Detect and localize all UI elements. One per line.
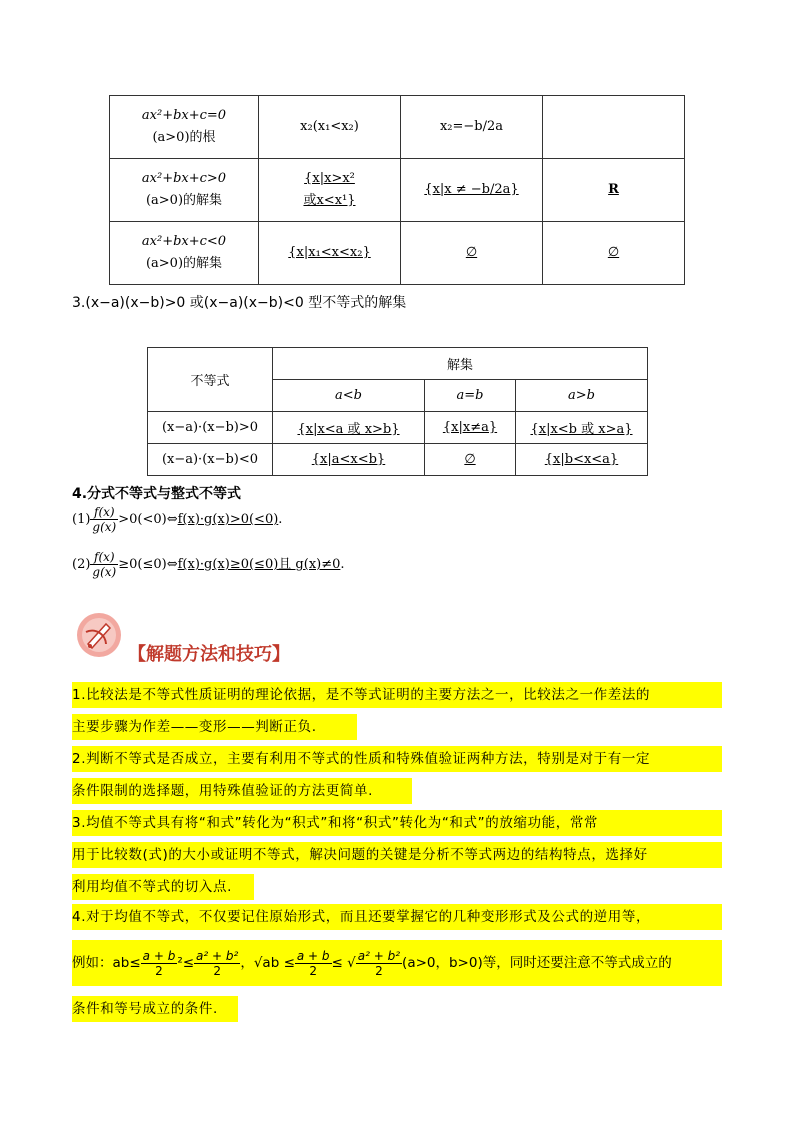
table-cell: [110, 96, 259, 159]
denominator: g(x): [92, 520, 117, 534]
table-header-cell: a>b: [516, 380, 648, 412]
formula-answer: f(x)·g(x)≥0(≤0)且 g(x)≠0: [177, 557, 341, 572]
denominator: g(x): [92, 565, 117, 579]
denominator: 2: [375, 963, 383, 978]
fraction: [90, 505, 118, 534]
table-cell: ∅: [543, 222, 685, 285]
formula-label: (1): [72, 512, 91, 527]
formula-2: [72, 550, 345, 579]
formula-text: >0(<0)⇔: [118, 512, 178, 527]
table-row: [148, 412, 648, 444]
cell-text: ax²+bx+c>0: [141, 171, 227, 186]
table-row: [110, 96, 685, 159]
method-line: 3.均值不等式具有将“和式”转化为“积式”和将“积式”转化为“和式”的放缩功能，常常: [72, 810, 722, 836]
formula-text: ≥0(≤0)⇔: [118, 557, 178, 572]
fraction: [356, 949, 402, 978]
method-example-line: [72, 940, 722, 986]
table-cell: [110, 222, 259, 285]
table-cell: {x|x<a 或 x>b}: [273, 412, 425, 444]
numerator: f(x): [90, 550, 118, 565]
table-row: [110, 222, 685, 285]
table-header-cell: 不等式: [148, 348, 273, 412]
section-heading: 3.(x−a)(x−b)>0 或(x−a)(x−b)<0 型不等式的解集: [72, 295, 407, 311]
table-cell: x₂(x₁<x₂): [259, 96, 401, 159]
table-cell: x₂=−b/2a: [401, 96, 543, 159]
example-text: ≤ √: [331, 955, 356, 971]
cell-text: ax²+bx+c=0: [141, 108, 227, 123]
numerator: a² + b²: [196, 948, 239, 963]
method-line: 条件限制的选择题，用特殊值验证的方法更简单.: [72, 778, 412, 804]
section-heading: 4.分式不等式与整式不等式: [72, 486, 242, 502]
solution-set-table: [147, 347, 648, 476]
formula-1: [72, 505, 282, 534]
fraction: [295, 949, 332, 978]
table-header-cell: 解集: [273, 348, 648, 380]
method-line: 条件和等号成立的条件.: [72, 996, 238, 1022]
formula-label: (2): [72, 557, 91, 572]
method-line: 主要步骤为作差——变形——判断正负.: [72, 714, 357, 740]
table-cell: (x−a)·(x−b)<0: [148, 444, 273, 476]
denominator: 2: [213, 963, 221, 978]
example-text: 例如：ab≤: [72, 955, 141, 971]
table-cell: {x|a<x<b}: [273, 444, 425, 476]
roots-table: [109, 95, 685, 285]
table-cell: {x|x₁<x<x₂}: [259, 222, 401, 285]
denominator: 2: [309, 963, 318, 978]
cell-text: 或x<x¹}: [303, 193, 356, 208]
table-row: [148, 348, 648, 380]
example-text: (a>0，b>0)等，同时还要注意不等式成立的: [402, 955, 672, 971]
table-cell: [110, 159, 259, 222]
numerator: f(x): [90, 505, 118, 520]
table-cell: (x−a)·(x−b)>0: [148, 412, 273, 444]
numerator: a + b: [296, 948, 330, 963]
table-row: [110, 159, 685, 222]
method-line: 4.对于均值不等式，不仅要记住原始形式，而且还要掌握它的几种变形形式及公式的逆用等，: [72, 904, 722, 930]
formula-answer: f(x)·g(x)>0(<0): [177, 512, 279, 527]
table-cell: {x|b<x<a}: [516, 444, 648, 476]
fraction: [194, 949, 240, 978]
denominator: 2: [155, 963, 163, 978]
table-header-cell: a<b: [273, 380, 425, 412]
numerator: a + b: [142, 948, 176, 963]
table-cell: R: [543, 159, 685, 222]
table-cell: {x|x ≠ −b/2a}: [401, 159, 543, 222]
cell-text: (a>0)的根: [152, 130, 216, 145]
section-title: 【解题方法和技巧】: [128, 644, 290, 665]
table-cell: {x|x≠a}: [425, 412, 516, 444]
formula-end: .: [340, 557, 345, 572]
table-cell: ∅: [401, 222, 543, 285]
fraction: [141, 949, 178, 978]
method-line: 用于比较数(式)的大小或证明不等式，解决问题的关键是分析不等式两边的结构特点，选择好: [72, 842, 722, 868]
pencil-ruler-icon: [76, 612, 122, 658]
cell-text: (a>0)的解集: [145, 193, 223, 208]
cell-text: (a>0)的解集: [145, 256, 223, 271]
cell-text: ax²+bx+c<0: [141, 234, 227, 249]
example-text: ，√ab ≤: [240, 955, 295, 971]
table-cell: {x|x<b 或 x>a}: [516, 412, 648, 444]
fraction: [90, 550, 118, 579]
numerator: a² + b²: [357, 948, 401, 963]
table-row: [148, 444, 648, 476]
table-cell: ∅: [425, 444, 516, 476]
example-text: ²≤: [177, 955, 195, 971]
method-line: 2.判断不等式是否成立，主要有利用不等式的性质和特殊值验证两种方法，特别是对于有一定: [72, 746, 722, 772]
method-line: 1.比较法是不等式性质证明的理论依据，是不等式证明的主要方法之一，比较法之一作差法的: [72, 682, 722, 708]
method-line: 利用均值不等式的切入点.: [72, 874, 254, 900]
formula-end: .: [278, 512, 283, 527]
table-cell: [543, 96, 685, 159]
table-header-cell: a=b: [425, 380, 516, 412]
table-cell: [259, 159, 401, 222]
cell-text: {x|x>x²: [304, 171, 355, 186]
